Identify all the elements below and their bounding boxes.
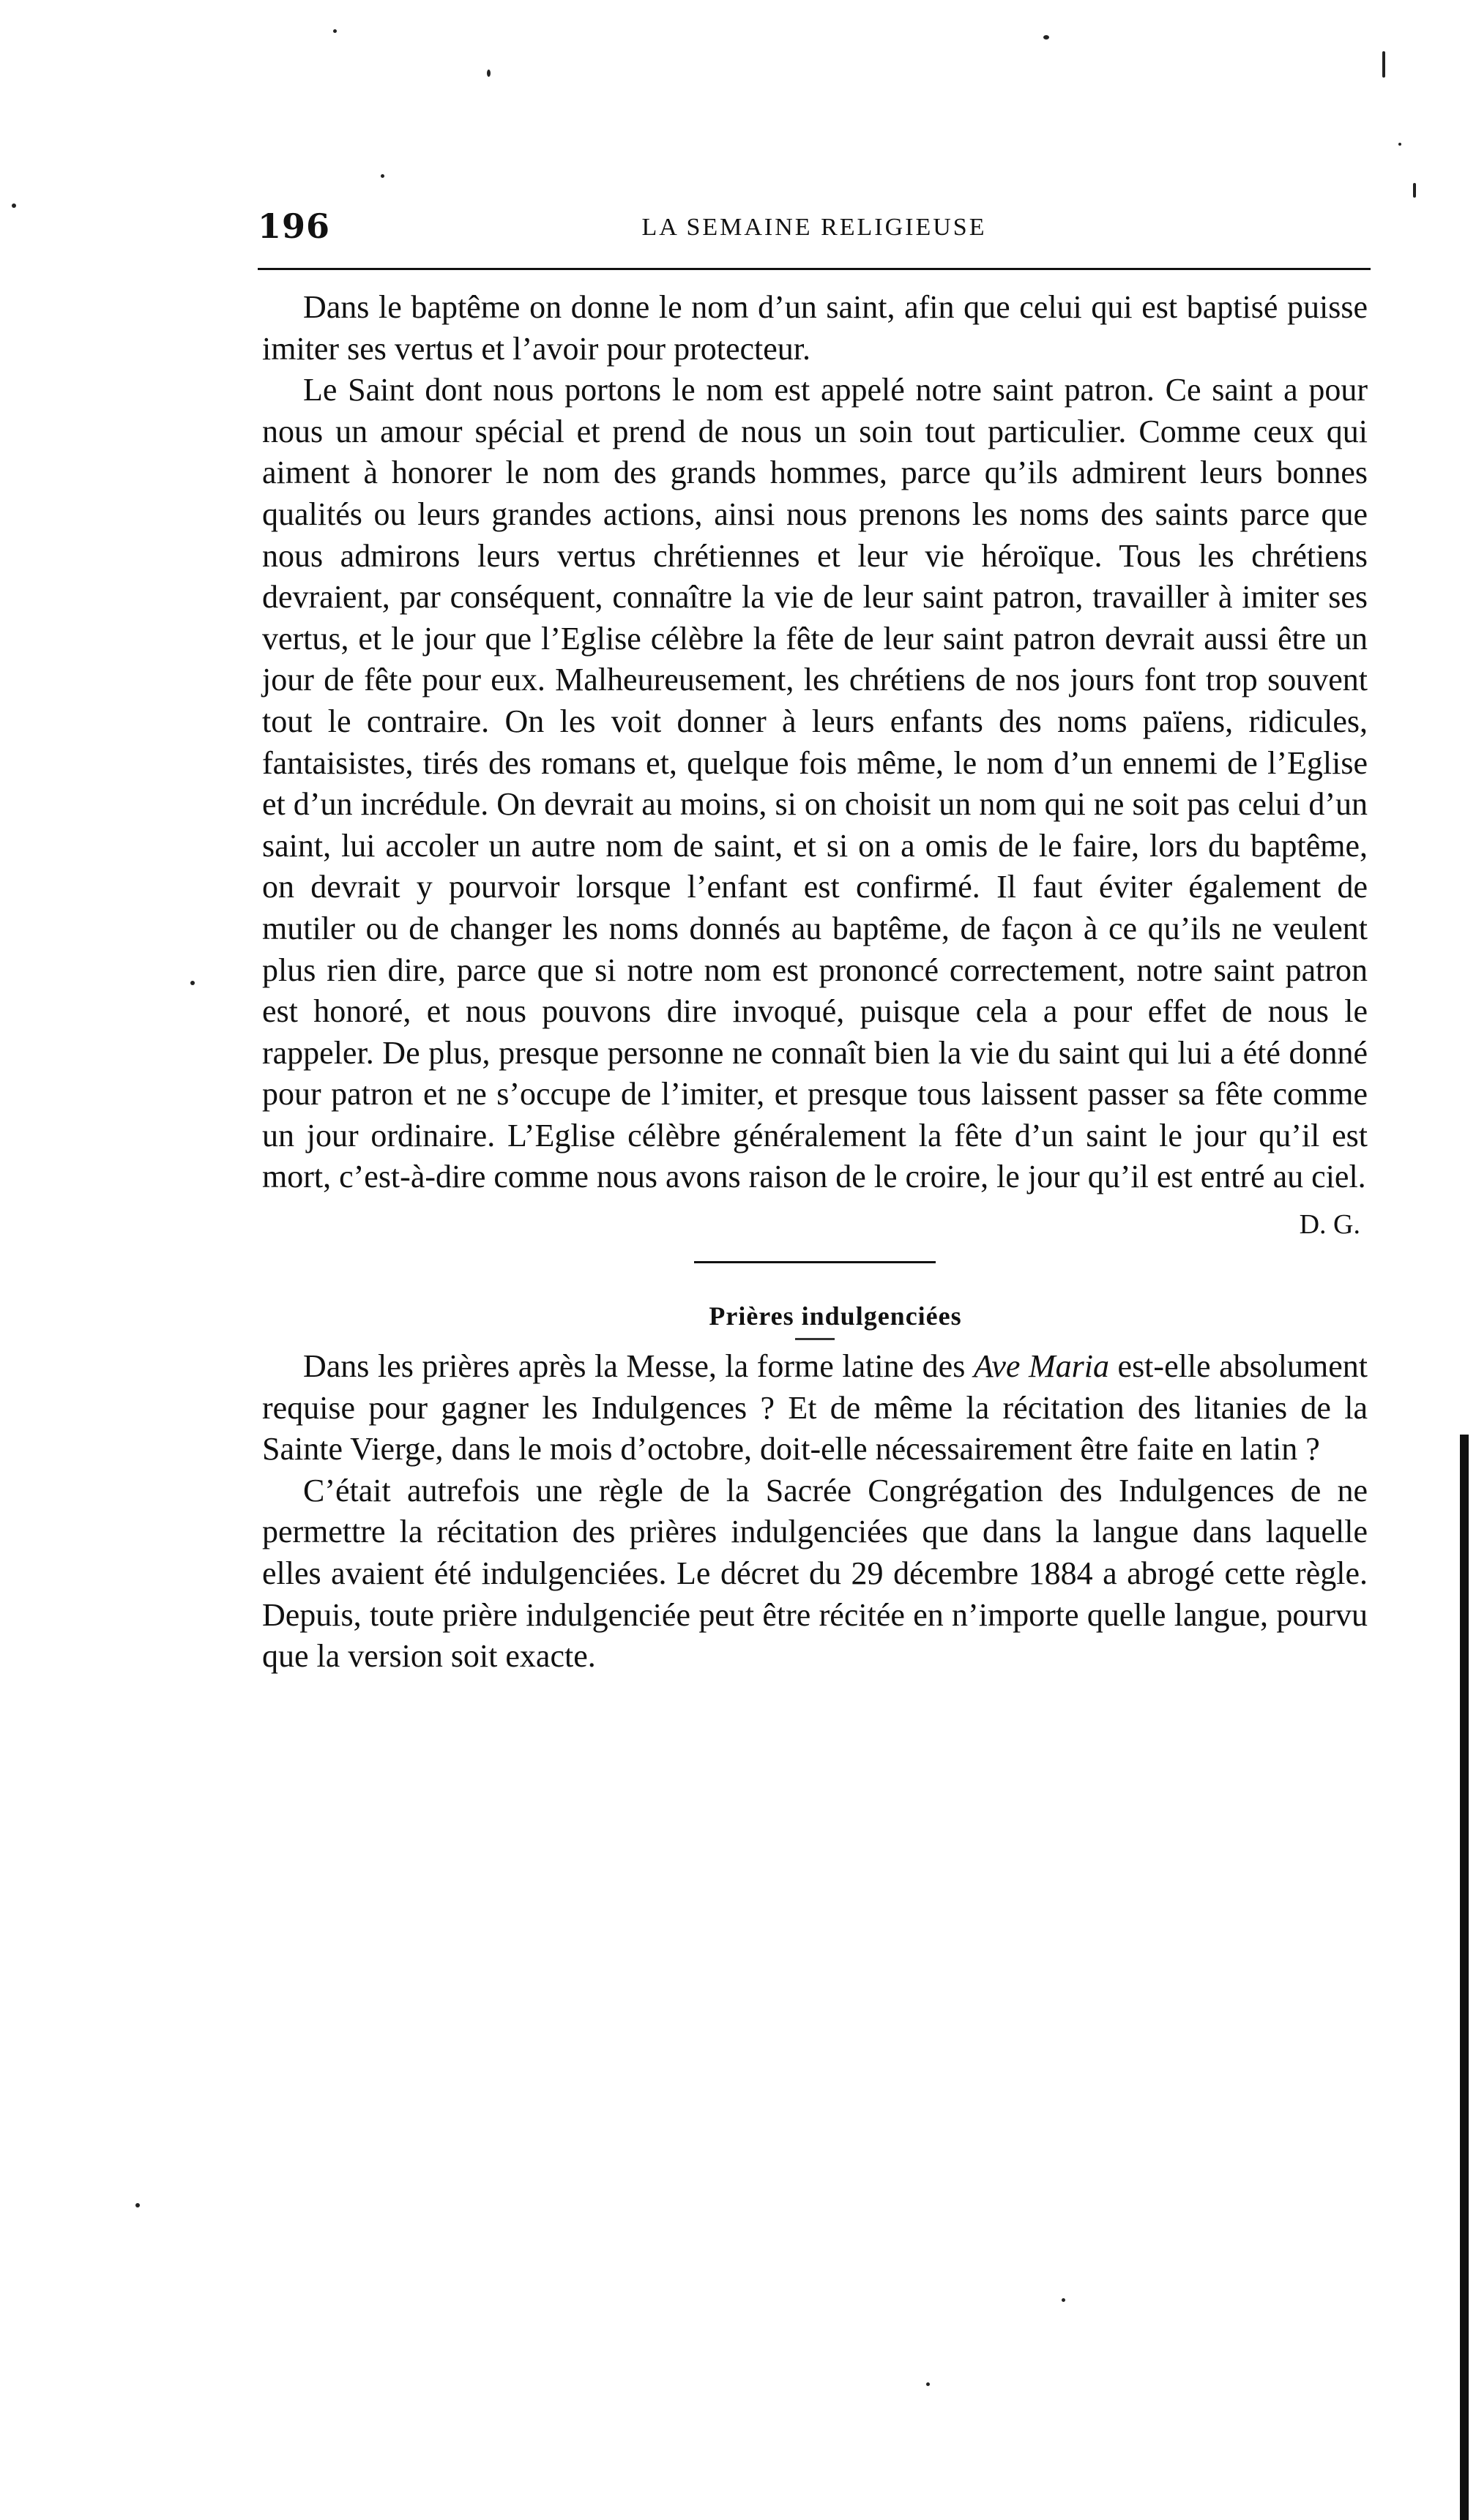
question-text-start: Dans les prières après la Messe, la forme latine des	[303, 1348, 974, 1385]
scan-speck	[135, 2203, 140, 2207]
scan-speck	[190, 981, 195, 985]
question-text-end: est-elle absolument requise pour gagner les Indulgences ? Et de même la récitation des litanies de la Sainte Vierge, dans le mois d’octobre, doit-elle nécessairement être faite en latin ?	[262, 1348, 1368, 1467]
article2-question	[262, 1346, 1368, 1470]
question-italic-ave-maria: Ave Maria	[973, 1348, 1109, 1385]
scan-speck	[12, 203, 16, 208]
scan-speck	[333, 29, 337, 33]
body-text	[262, 287, 1368, 1678]
scan-speck	[1382, 51, 1385, 78]
scan-speck	[1043, 35, 1049, 40]
signature: D. G.	[1299, 1209, 1360, 1241]
article1-paragraph-1: Dans le baptême on donne le nom d’un saint, afin que celui qui est baptisé puisse imiter ses vertus et l’avoir pour protecteur.	[262, 289, 1368, 367]
scan-edge-shadow	[1460, 1435, 1469, 2520]
running-title: LA SEMAINE RELIGIEUSE	[641, 214, 987, 241]
page-header	[258, 206, 1371, 258]
scan-speck	[926, 2382, 930, 2386]
title-ornament	[795, 1338, 835, 1340]
section-title: Prières indulgenciées	[709, 1301, 962, 1331]
scan-speck	[1062, 2298, 1065, 2302]
article1-paragraph-2: Le Saint dont nous portons le nom est appelé notre saint patron. Ce saint a pour nous un amour spécial et prend de nous un soin tout particulier. Comme ceux qui aiment à honorer le nom des grands hommes, parce qu’ils admirent leurs bonnes qualités ou leurs grandes actions, ainsi nous prenons les noms des saints parce que nous admirons leurs vertus chrétiennes et leur vie héroïque. Tous les chrétiens devraient, par conséquent, connaître la vie de leur saint patron, travailler à imiter ses vertus, et le jour que l’Eglise célèbre la fête de leur saint patron devrait aussi être un jour de fête pour eux. Malheureusement, les chrétiens de nos jours font trop souvent tout le contraire. On les voit donner à leurs enfants des noms païens, ridicules, fantaisistes, tirés des romans et, quelque fois même, le nom d’un ennemi de l’Eglise et d’un incrédule. On devrait au moins, si on choisit un nom qui ne soit pas celui d’un saint, lui accoler un autre nom de saint, et si on a omis de le faire, lors du baptême, on devrait y pourvoir lorsque l’enfant est confirmé. Il faut éviter également de mutiler ou de changer les noms donnés au baptême, de façon à ce qu’ils ne veulent plus rien dire, parce que si notre nom est prononcé correctement, notre saint patron est honoré, et nous pouvons dire invoqué, puisque cela a pour effet de nous le rappeler. De plus, presque personne ne connaît bien la vie du saint qui lui a été donné pour patron et ne s’occupe de l’imiter, et presque tous laissent passer sa fête comme un jour ordinaire. L’Eglise célèbre généralement la fête d’un saint le jour qu’il est mort, c’est-à-dire comme nous avons raison de le croire, le jour qu’il est entré au ciel.	[262, 372, 1368, 1195]
scan-speck	[1413, 183, 1416, 198]
page-number: 196	[258, 206, 331, 246]
scan-speck	[1398, 143, 1401, 146]
scan-speck	[381, 174, 384, 178]
scan-speck	[487, 70, 491, 77]
article2-answer: C’était autrefois une règle de la Sacrée Congrégation des Indulgences de ne permettre la récitation des prières indulgenciées que dans la langue dans laquelle elles avaient été indulgenciées. Le décret du 29 décembre 1884 a abrogé cette règle. Depuis, toute prière indulgenciée peut être récitée en n’importe quelle langue, pourvu que la version soit exacte.	[262, 1472, 1368, 1675]
header-rule	[258, 268, 1371, 270]
section-divider	[694, 1261, 936, 1263]
